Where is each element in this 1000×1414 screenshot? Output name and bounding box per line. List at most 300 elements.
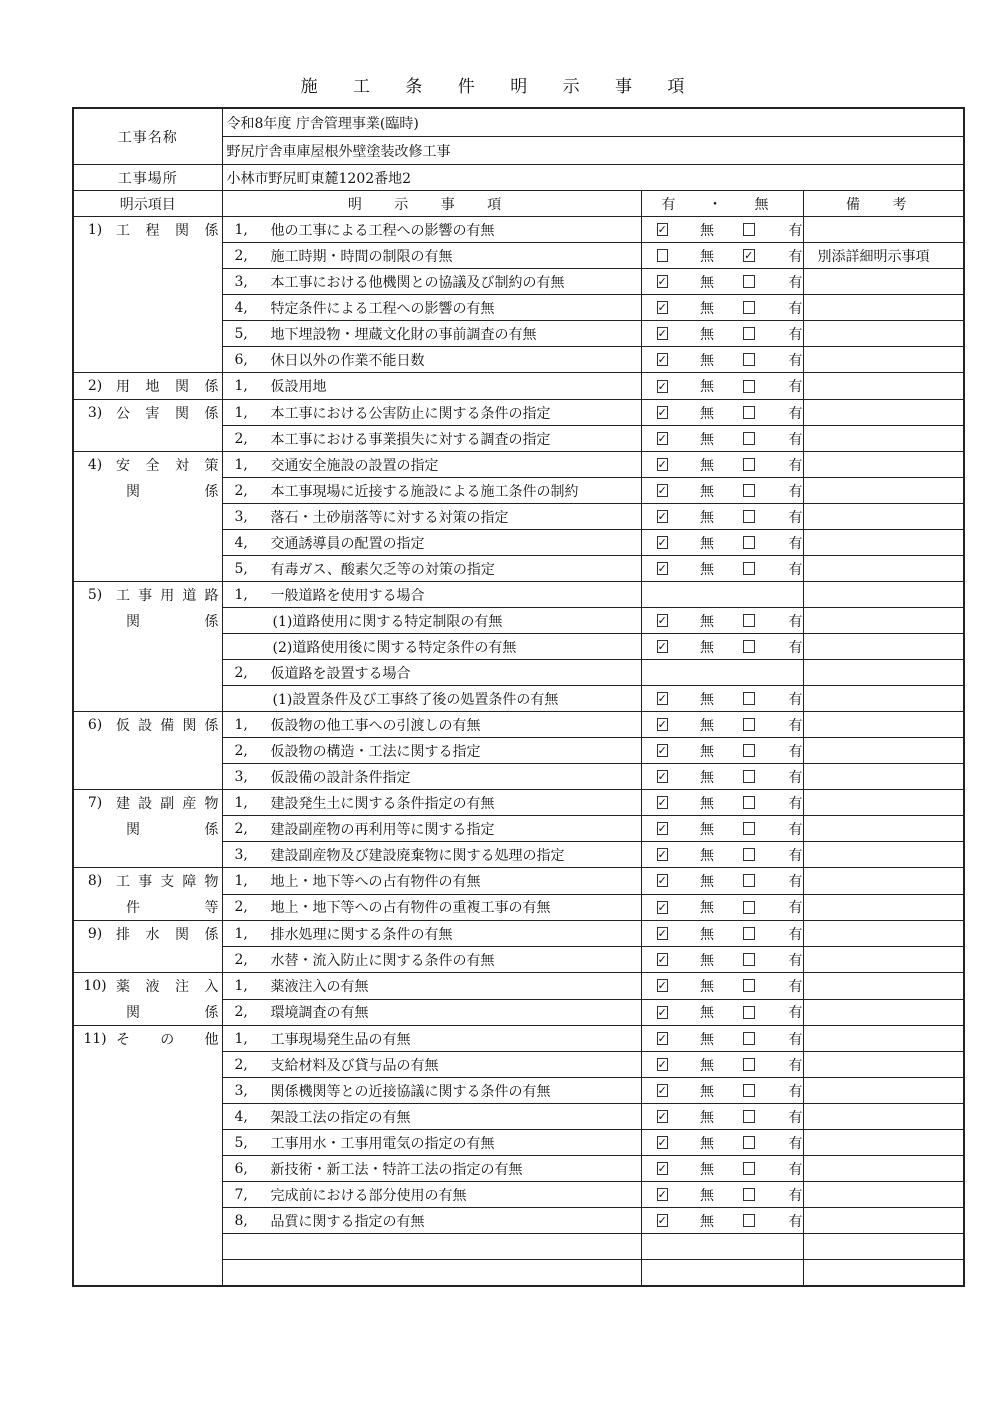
checkbox-group	[642, 790, 803, 815]
item-text: 仮設備の設計条件指定	[270, 769, 411, 786]
checkbox-exists[interactable]	[743, 510, 754, 523]
label-exists: 有	[788, 1135, 803, 1152]
yesno-cell	[641, 1208, 803, 1234]
category-name-char: 工	[116, 874, 130, 890]
category-name-char: 薬	[116, 979, 130, 995]
label-none: 無	[699, 379, 714, 395]
checkbox-none[interactable]: ✓	[657, 900, 667, 914]
item-text: (1)設置条件及び工事終了後の処置条件の有無	[272, 691, 559, 708]
checkbox-group	[642, 1052, 803, 1077]
item-number: 1,	[234, 1030, 248, 1047]
label-none: 無	[699, 222, 714, 239]
item	[223, 767, 641, 787]
item-cell	[222, 686, 641, 712]
remarks-cell	[803, 582, 964, 608]
item	[223, 976, 641, 996]
checkbox-group	[642, 1182, 803, 1207]
item-text: 排水処理に関する条件の有無	[270, 926, 453, 943]
category-number: 7)	[87, 795, 103, 811]
item-cell	[222, 347, 641, 373]
label-exists: 有	[788, 248, 803, 265]
remarks-cell	[803, 790, 964, 816]
category-line	[74, 999, 222, 1025]
label-none: 無	[699, 457, 714, 474]
checkbox-exists[interactable]	[743, 484, 754, 497]
item	[223, 533, 641, 553]
item-text: 完成前における部分使用の有無	[270, 1187, 467, 1204]
checkbox-exists[interactable]	[743, 848, 754, 861]
remarks-cell	[803, 1130, 964, 1156]
category-number: 8)	[87, 873, 103, 889]
remarks-cell	[803, 816, 964, 842]
category-cell	[73, 452, 222, 582]
yesno-cell	[641, 1026, 803, 1052]
label-exists: 有	[788, 300, 803, 317]
category-line	[74, 217, 222, 243]
checkbox-none[interactable]: ✓	[657, 1162, 667, 1175]
yesno-cell	[641, 243, 803, 269]
item-cell	[222, 764, 641, 790]
item-number: 4,	[234, 1108, 248, 1125]
yesno-cell	[641, 790, 803, 816]
remarks-cell	[803, 608, 964, 634]
category-name-char: 係	[204, 406, 219, 422]
category-name-char: 等	[204, 900, 219, 916]
checkbox-exists[interactable]	[743, 692, 754, 705]
item	[223, 1002, 641, 1022]
checkbox-group	[642, 816, 803, 841]
category-name-char: 関	[175, 223, 189, 239]
item-text: 本工事現場に近接する施設による施工条件の制約	[270, 483, 579, 500]
remarks-cell	[803, 269, 964, 295]
category-line	[74, 608, 222, 634]
label-none: 無	[699, 613, 714, 630]
category-name-char: 係	[204, 379, 219, 395]
checkbox-exists[interactable]	[743, 406, 754, 419]
remarks-cell	[803, 973, 964, 1000]
item-cell	[222, 816, 641, 842]
label-exists: 有	[788, 873, 803, 890]
checkbox-none[interactable]: ✓	[657, 1058, 667, 1071]
checkbox-none[interactable]: ✓	[657, 275, 667, 288]
checkbox-none[interactable]: ✓	[657, 614, 667, 627]
item	[223, 376, 641, 396]
item-text: 仮設用地	[270, 379, 327, 395]
item-cell	[222, 999, 641, 1026]
item-number: 3,	[234, 508, 248, 525]
category-number: 6)	[87, 717, 103, 733]
label-exists: 有	[788, 457, 803, 474]
checkbox-exists[interactable]	[743, 1214, 754, 1227]
label-exists: 有	[788, 1005, 803, 1022]
yesno-cell	[641, 1078, 803, 1104]
checkbox-none[interactable]: ✓	[657, 927, 667, 940]
category-line	[74, 894, 222, 920]
checkbox-exists[interactable]	[743, 901, 754, 914]
project-name-line2: 野尻庁舎車庫屋根外壁塗装改修工事	[222, 137, 964, 165]
checkbox-none[interactable]: ✓	[657, 432, 667, 445]
checkbox-none[interactable]: ✓	[657, 353, 667, 366]
table-row	[73, 712, 964, 738]
category-line	[74, 790, 222, 816]
checkbox-group	[642, 1156, 803, 1181]
checkbox-none[interactable]: ✓	[657, 640, 667, 653]
checkbox-group	[642, 608, 803, 633]
category-line	[74, 452, 222, 478]
remarks-cell	[803, 1234, 964, 1260]
item-text: 支給材料及び貸与品の有無	[270, 1057, 439, 1074]
item-text: (1)道路使用に関する特定制限の有無	[272, 613, 503, 630]
item-cell	[222, 217, 641, 243]
checkbox-none[interactable]: ✓	[657, 744, 667, 757]
item-cell	[222, 556, 641, 582]
item-number: 3,	[234, 768, 248, 785]
item-text: 水替・流入防止に関する条件の有無	[270, 952, 495, 969]
category-name-char: 事	[138, 588, 153, 604]
checkbox-none[interactable]: ✓	[657, 1110, 667, 1123]
label-exists: 有	[788, 483, 803, 500]
checkbox-exists[interactable]	[743, 536, 754, 549]
item-number: 3,	[234, 846, 248, 863]
item	[223, 741, 641, 761]
checkbox-group	[642, 895, 803, 920]
item-cell	[222, 373, 641, 400]
checkbox-exists[interactable]	[743, 1058, 754, 1071]
checkbox-exists[interactable]	[743, 640, 754, 653]
checkbox-none[interactable]: ✓	[657, 1032, 667, 1045]
checkbox-none[interactable]: ✓	[657, 692, 667, 705]
checkbox-exists[interactable]	[743, 744, 754, 757]
item-number: 1,	[234, 378, 248, 394]
yesno-cell	[641, 452, 803, 478]
item-number: 2,	[234, 664, 248, 681]
item	[223, 1081, 641, 1101]
checkbox-exists[interactable]	[743, 380, 754, 393]
yesno-cell	[641, 921, 803, 947]
remarks-cell	[803, 556, 964, 582]
header-detail: 明 示 事 項	[222, 191, 641, 217]
yesno-cell	[641, 426, 803, 452]
item-text: 他の工事による工程への影響の有無	[270, 222, 495, 239]
item	[223, 1055, 641, 1075]
category-cell	[73, 712, 222, 790]
yesno-cell	[641, 1104, 803, 1130]
item	[223, 1159, 641, 1179]
checkbox-none[interactable]: ✓	[657, 822, 667, 835]
checkbox-group	[642, 1208, 803, 1233]
remarks-cell	[803, 426, 964, 452]
item	[223, 1133, 641, 1153]
item	[223, 950, 641, 970]
checkbox-exists[interactable]	[743, 614, 754, 627]
table-row	[73, 1026, 964, 1052]
remarks-cell: 別添詳細明示事項	[803, 243, 964, 269]
checkbox-exists[interactable]	[743, 353, 754, 366]
label-none: 無	[699, 743, 714, 760]
category-line	[74, 868, 222, 894]
checkbox-exists[interactable]	[743, 223, 754, 236]
item	[223, 871, 641, 891]
checkbox-none[interactable]: ✓	[657, 1084, 667, 1097]
label-exists: 有	[788, 222, 803, 239]
item-cell	[222, 426, 641, 452]
label-none: 無	[699, 795, 714, 812]
checkbox-none[interactable]: ✓	[657, 848, 667, 861]
yesno-cell	[641, 973, 803, 1000]
remarks-cell	[803, 347, 964, 373]
category-name	[116, 924, 222, 944]
table-row	[73, 452, 964, 478]
checkbox-none[interactable]: ✓	[657, 484, 667, 497]
remarks-cell	[803, 1156, 964, 1182]
yesno-cell	[641, 868, 803, 895]
item-text: 環境調査の有無	[270, 1005, 369, 1022]
yesno-cell	[641, 686, 803, 712]
category-name-char: 係	[204, 927, 219, 943]
item-number: 4,	[234, 299, 248, 316]
checkbox-exists[interactable]	[743, 1188, 754, 1201]
item-cell	[222, 1182, 641, 1208]
item-cell	[222, 1234, 641, 1260]
category-name	[116, 793, 222, 813]
item	[223, 1029, 641, 1049]
label-exists: 有	[788, 847, 803, 864]
yesno-cell	[641, 894, 803, 921]
item-number: 1,	[234, 925, 248, 942]
category-name-char: 関	[126, 822, 140, 838]
category-name	[116, 1029, 222, 1049]
checkbox-group	[642, 1026, 803, 1051]
checkbox-none[interactable]: ✓	[657, 379, 667, 393]
category-name-char: 障	[182, 874, 197, 890]
item-text: 工事用水・工事用電気の指定の有無	[270, 1135, 495, 1152]
category-name-char: 関	[126, 484, 140, 500]
category-number: 3)	[87, 405, 103, 421]
checkbox-none[interactable]: ✓	[657, 1005, 667, 1019]
checkbox-exists[interactable]	[743, 1032, 754, 1045]
checkbox-none[interactable]: ✓	[657, 874, 667, 888]
checkbox-exists[interactable]	[743, 953, 754, 966]
label-none: 無	[699, 1031, 714, 1048]
checkbox-exists[interactable]	[743, 927, 754, 940]
item-text: 仮設物の構造・工法に関する指定	[270, 743, 481, 760]
remarks-cell	[803, 478, 964, 504]
label-none: 無	[699, 300, 714, 317]
category-name-char: 係	[204, 223, 219, 239]
checkbox-exists[interactable]	[743, 1136, 754, 1149]
category-name-char: 係	[204, 484, 219, 500]
checkbox-none[interactable]: ✓	[657, 770, 667, 783]
yesno-cell	[641, 1234, 803, 1260]
checkbox-group	[642, 868, 803, 893]
item-text: 仮道路を設置する場合	[270, 665, 411, 682]
checkbox-exists[interactable]: ✓	[744, 249, 754, 262]
remarks-cell	[803, 295, 964, 321]
checkbox-none[interactable]: ✓	[657, 796, 667, 809]
remarks-cell	[803, 764, 964, 790]
category-number: 4)	[87, 457, 103, 473]
category-name	[126, 819, 222, 839]
category-cell	[73, 400, 222, 452]
category-number: 1)	[87, 222, 103, 238]
checkbox-exists[interactable]	[743, 275, 754, 288]
checkbox-exists[interactable]	[743, 822, 754, 835]
category-name-char: そ	[116, 1032, 130, 1048]
table-row	[73, 973, 964, 1000]
item-text: 一般道路を使用する場合	[270, 587, 425, 604]
checkbox-exists[interactable]	[743, 1162, 754, 1175]
label-none: 無	[699, 873, 714, 890]
remarks-cell	[803, 1104, 964, 1130]
item-cell	[222, 842, 641, 868]
label-none: 無	[699, 952, 714, 969]
label-none: 無	[699, 274, 714, 291]
item-cell	[222, 582, 641, 608]
yesno-cell	[641, 530, 803, 556]
yesno-cell	[641, 999, 803, 1026]
label-exists: 有	[788, 769, 803, 786]
checkbox-none[interactable]: ✓	[657, 536, 667, 549]
yesno-cell	[641, 842, 803, 868]
checkbox-group	[642, 1078, 803, 1103]
checkbox-group	[642, 400, 803, 425]
remarks-cell	[803, 1260, 964, 1287]
category-name-char: 関	[182, 718, 197, 734]
checkbox-exists[interactable]	[743, 327, 754, 340]
label-none: 無	[699, 1057, 714, 1074]
checkbox-none[interactable]: ✓	[657, 1136, 667, 1149]
checkbox-none[interactable]: ✓	[657, 458, 667, 471]
label-exists: 有	[788, 561, 803, 578]
checkbox-group	[642, 738, 803, 763]
checkbox-none[interactable]: ✓	[657, 327, 667, 340]
label-none: 無	[699, 1161, 714, 1178]
checkbox-none[interactable]: ✓	[657, 979, 667, 993]
label-none: 無	[699, 1109, 714, 1126]
item	[223, 819, 641, 839]
checkbox-group	[642, 321, 803, 346]
checkbox-none[interactable]: ✓	[657, 718, 667, 731]
label-none: 無	[699, 483, 714, 500]
checkbox-none[interactable]: ✓	[657, 223, 667, 236]
table-row	[73, 217, 964, 243]
yesno-cell	[641, 1260, 803, 1287]
category-cell	[73, 868, 222, 921]
checkbox-exists[interactable]	[743, 979, 754, 992]
category-name	[116, 585, 222, 605]
checkbox-exists[interactable]	[743, 874, 754, 887]
label-none: 無	[699, 326, 714, 343]
category-line	[74, 478, 222, 504]
category-number: 2)	[87, 378, 103, 394]
category-name-char: 用	[116, 379, 130, 395]
item-number: 2,	[234, 430, 248, 447]
label-exists: 有	[788, 691, 803, 708]
category-name-char: 係	[204, 718, 219, 734]
conditions-table	[72, 107, 965, 1287]
label-none: 無	[699, 1083, 714, 1100]
label-none: 無	[699, 900, 714, 917]
item-number: 5,	[234, 560, 248, 577]
label-none: 無	[699, 248, 714, 265]
checkbox-exists[interactable]	[743, 1084, 754, 1097]
category-name-char: 設	[138, 796, 153, 812]
label-exists: 有	[788, 405, 803, 422]
label-exists: 有	[788, 352, 803, 369]
checkbox-exists[interactable]	[743, 301, 754, 314]
item-text: 新技術・新工法・特許工法の指定の有無	[270, 1161, 523, 1178]
item-cell	[222, 1156, 641, 1182]
checkbox-none[interactable]: ✓	[657, 1188, 667, 1201]
checkbox-none[interactable]: ✓	[657, 510, 667, 523]
category-name-char: の	[160, 1032, 175, 1048]
checkbox-exists[interactable]	[743, 562, 754, 575]
label-exists: 有	[788, 1109, 803, 1126]
checkbox-exists[interactable]	[743, 458, 754, 471]
item-cell	[222, 295, 641, 321]
checkbox-none[interactable]	[657, 249, 668, 262]
checkbox-none[interactable]: ✓	[657, 562, 667, 575]
remarks-cell	[803, 530, 964, 556]
checkbox-none[interactable]: ✓	[657, 301, 667, 314]
label-none: 無	[699, 639, 714, 656]
category-line	[74, 921, 222, 947]
item-number: 2,	[234, 951, 248, 968]
yesno-cell	[641, 816, 803, 842]
remarks-cell	[803, 1026, 964, 1052]
checkbox-group	[642, 374, 803, 399]
item-cell	[222, 1260, 641, 1287]
checkbox-exists[interactable]	[743, 796, 754, 809]
checkbox-exists[interactable]	[743, 432, 754, 445]
project-place-label: 工事場所	[73, 165, 222, 191]
item	[223, 793, 641, 813]
checkbox-none[interactable]: ✓	[657, 406, 667, 419]
checkbox-exists[interactable]	[743, 1006, 754, 1019]
checkbox-exists[interactable]	[743, 1110, 754, 1123]
category-name-char: 関	[175, 927, 189, 943]
remarks-cell	[803, 321, 964, 347]
checkbox-none[interactable]: ✓	[657, 953, 667, 966]
item	[223, 220, 641, 240]
remarks-cell	[803, 1182, 964, 1208]
checkbox-exists[interactable]	[743, 770, 754, 783]
item	[223, 455, 641, 475]
yesno-cell	[641, 400, 803, 426]
category-number: 10)	[83, 978, 107, 994]
item-number: 3,	[234, 1082, 248, 1099]
label-exists: 有	[788, 1031, 803, 1048]
checkbox-none[interactable]: ✓	[657, 1214, 667, 1227]
label-none: 無	[699, 352, 714, 369]
checkbox-exists[interactable]	[743, 718, 754, 731]
item-cell	[222, 738, 641, 764]
checkbox-group	[642, 556, 803, 581]
item-cell	[222, 947, 641, 973]
header-remarks: 備 考	[803, 191, 964, 217]
item-number: 5,	[234, 325, 248, 342]
item-cell	[222, 660, 641, 686]
label-exists: 有	[788, 431, 803, 448]
category-name-char: 備	[160, 718, 175, 734]
remarks-cell	[803, 712, 964, 738]
item-text: 建設発生土に関する条件指定の有無	[270, 795, 495, 812]
checkbox-group	[642, 295, 803, 320]
category-name-char: 工	[116, 223, 130, 239]
item-text: 地上・地下等への占有物件の重複工事の有無	[270, 900, 551, 917]
item-number: 1,	[234, 221, 248, 238]
remarks-cell	[803, 1208, 964, 1234]
